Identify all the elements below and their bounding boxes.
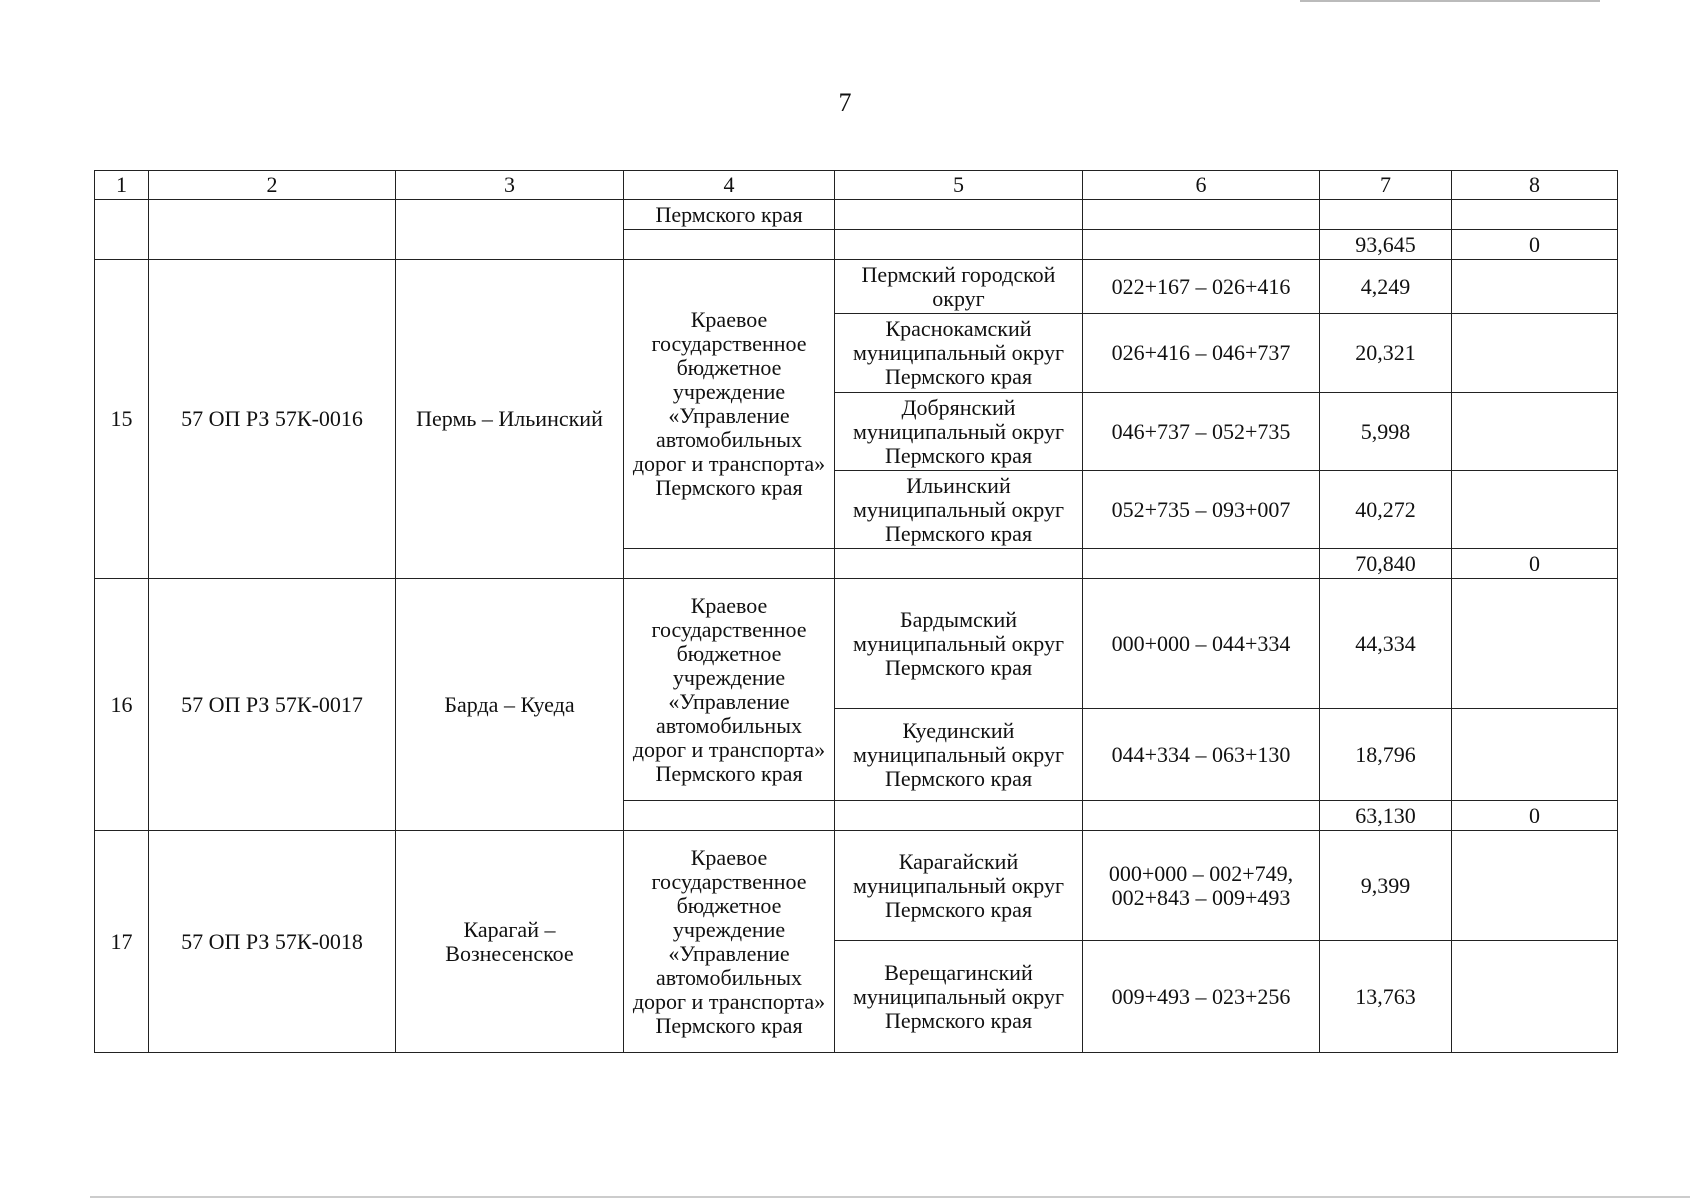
org-cell: Пермского края [624, 200, 835, 230]
length-cell: 13,763 [1320, 941, 1452, 1053]
district-cell: Пермский городской округ [835, 260, 1083, 314]
cell-empty [1083, 549, 1320, 579]
page-number: 7 [838, 88, 852, 117]
header-cell: 4 [624, 171, 835, 200]
km-cell: 044+334 – 063+130 [1083, 709, 1320, 801]
total-col8: 0 [1452, 230, 1618, 260]
header-cell: 8 [1452, 171, 1618, 200]
km-cell: 009+493 – 023+256 [1083, 941, 1320, 1053]
cell-empty [1452, 314, 1618, 393]
km-cell: 000+000 – 044+334 [1083, 579, 1320, 709]
total-length: 93,645 [1320, 230, 1452, 260]
cell-empty [1452, 709, 1618, 801]
cell-empty [624, 230, 835, 260]
length-cell: 5,998 [1320, 393, 1452, 471]
district-cell: Ильинский муниципальный округ Пермского края [835, 471, 1083, 549]
table-row [95, 579, 1618, 709]
cell-empty [1452, 200, 1618, 230]
km-cell: 026+416 – 046+737 [1083, 314, 1320, 393]
district-cell: Бардымский муниципальный округ Пермского края [835, 579, 1083, 709]
cell-empty [1083, 200, 1320, 230]
row-number: 16 [95, 579, 149, 831]
cell-empty [835, 230, 1083, 260]
district-cell: Краснокамский муниципальный округ Пермского края [835, 314, 1083, 393]
header-cell: 7 [1320, 171, 1452, 200]
road-code: 57 ОП РЗ 57К-0017 [149, 579, 396, 831]
total-col8: 0 [1452, 549, 1618, 579]
road-code: 57 ОП РЗ 57К-0018 [149, 831, 396, 1053]
org-cell: Краевое государственное бюджетное учреждение «Управление автомобильных дорог и транспорта» Пермского края [624, 579, 835, 801]
cell-empty [1320, 200, 1452, 230]
org-cell: Краевое государственное бюджетное учреждение «Управление автомобильных дорог и транспорта» Пермского края [624, 831, 835, 1053]
cell-empty [396, 200, 624, 260]
scan-edge-top [1300, 0, 1600, 2]
cell-empty [1083, 230, 1320, 260]
row-number: 15 [95, 260, 149, 579]
table-row [95, 260, 1618, 314]
km-cell: 022+167 – 026+416 [1083, 260, 1320, 314]
cell-empty [624, 801, 835, 831]
cell-empty [1452, 393, 1618, 471]
cell-empty [1452, 941, 1618, 1053]
cell-empty [1452, 579, 1618, 709]
cell-empty [1083, 801, 1320, 831]
cell-empty [1452, 831, 1618, 941]
row-number: 17 [95, 831, 149, 1053]
cell-empty [149, 200, 396, 260]
km-cell: 052+735 – 093+007 [1083, 471, 1320, 549]
district-cell: Верещагинский муниципальный округ Пермского края [835, 941, 1083, 1053]
road-name: Карагай – Вознесенское [396, 831, 624, 1053]
length-cell: 4,249 [1320, 260, 1452, 314]
road-code: 57 ОП РЗ 57К-0016 [149, 260, 396, 579]
cell-empty [1452, 471, 1618, 549]
road-name: Пермь – Ильинский [396, 260, 624, 579]
total-length: 70,840 [1320, 549, 1452, 579]
header-cell: 2 [149, 171, 396, 200]
length-cell: 9,399 [1320, 831, 1452, 941]
total-length: 63,130 [1320, 801, 1452, 831]
km-cell: 046+737 – 052+735 [1083, 393, 1320, 471]
cell-empty [835, 801, 1083, 831]
district-cell: Добрянский муниципальный округ Пермского края [835, 393, 1083, 471]
table-row [95, 831, 1618, 941]
road-name: Барда – Куеда [396, 579, 624, 831]
header-cell: 6 [1083, 171, 1320, 200]
total-col8: 0 [1452, 801, 1618, 831]
length-cell: 20,321 [1320, 314, 1452, 393]
table-row [95, 200, 1618, 230]
org-cell: Краевое государственное бюджетное учреждение «Управление автомобильных дорог и транспорта» Пермского края [624, 260, 835, 549]
length-cell: 40,272 [1320, 471, 1452, 549]
cell-empty [835, 200, 1083, 230]
table-header-row [95, 171, 1618, 200]
roads-table [94, 170, 1618, 1053]
length-cell: 18,796 [1320, 709, 1452, 801]
cell-empty [624, 549, 835, 579]
scan-edge-bottom [90, 1196, 1690, 1198]
district-cell: Карагайский муниципальный округ Пермского края [835, 831, 1083, 941]
district-cell: Куединский муниципальный округ Пермского края [835, 709, 1083, 801]
header-cell: 1 [95, 171, 149, 200]
length-cell: 44,334 [1320, 579, 1452, 709]
header-cell: 5 [835, 171, 1083, 200]
header-cell: 3 [396, 171, 624, 200]
cell-empty [835, 549, 1083, 579]
cell-empty [1452, 260, 1618, 314]
km-cell: 000+000 – 002+749, 002+843 – 009+493 [1083, 831, 1320, 941]
cell-empty [95, 200, 149, 260]
